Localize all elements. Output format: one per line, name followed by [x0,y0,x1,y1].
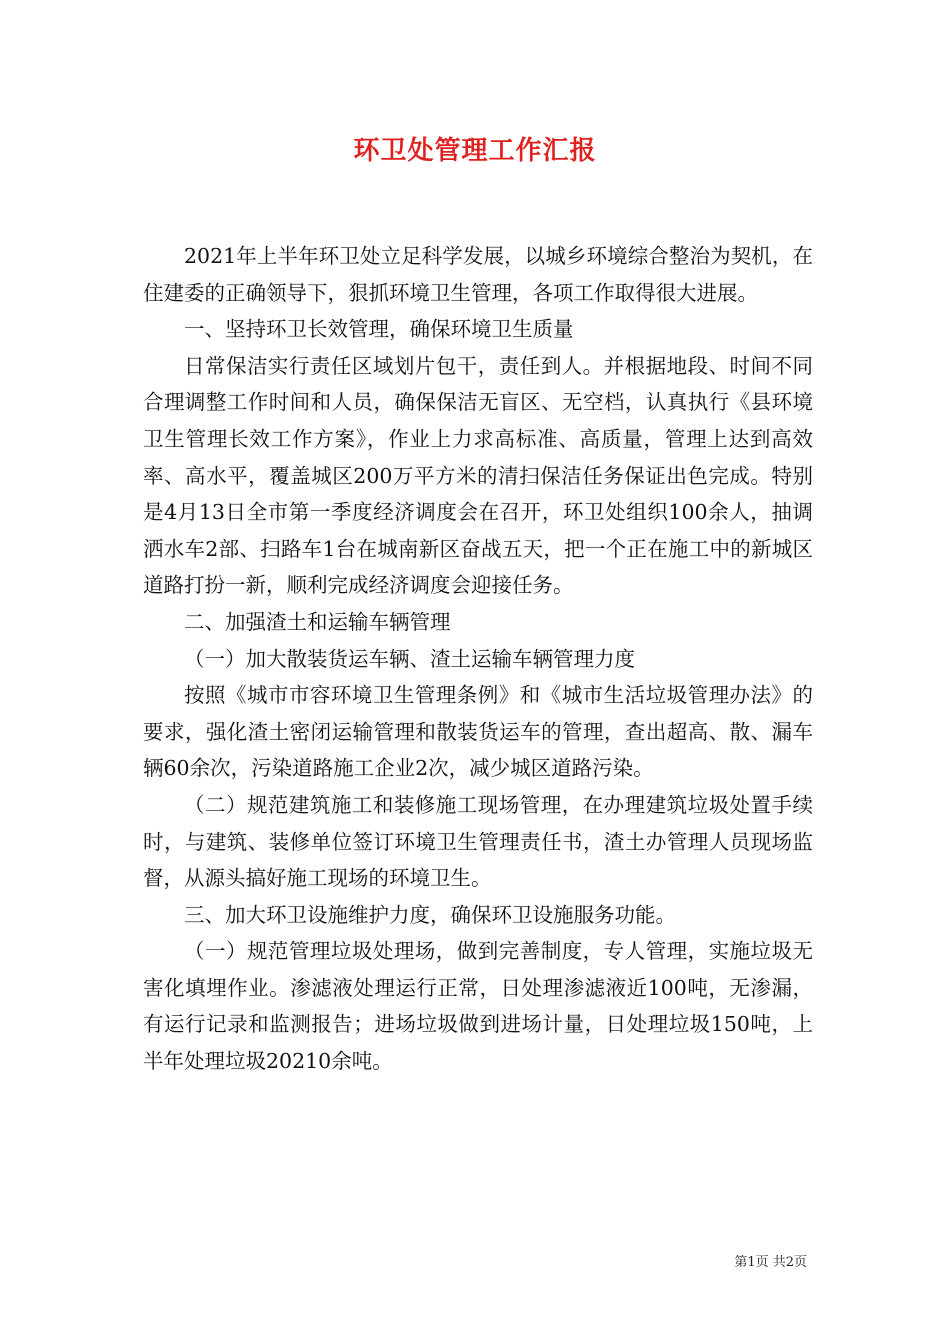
section-heading-2: 二、加强渣土和运输车辆管理 [184,609,451,634]
section-heading-3: 三、加大环卫设施维护力度，确保环卫设施服务功能。 [184,902,676,927]
paragraph-cleaning: 日常保洁实行责任区域划片包干，责任到人。并根据地段、时间不同合理调整工作时间和人员，确保保洁无盲区、无空档，认真执行《县环境卫生管理长效工作方案》，作业上力求高标准、高质量，管理上达到高效率、高水平，覆盖城区200万平方米的清扫保洁任务保证出色完成。特别是4月13日全市第一季度经济调度会在召开，环卫处组织100余人，抽调洒水车2部、扫路车1台在城南新区奋战五天，把一个正在施工中的新城区道路打扮一新，顺利完成经济调度会迎接任务。 [143,353,813,598]
paragraph-intro: 2021年上半年环卫处立足科学发展，以城乡环境综合整治为契机，在住建委的正确领导下，狠抓环境卫生管理，各项工作取得很大进展。 [143,244,813,305]
document-body [143,238,813,1080]
paragraph-landfill: （一）规范管理垃圾处理场，做到完善制度，专人管理，实施垃圾无害化填埋作业。渗滤液处理运行正常，日处理渗滤液近100吨，无渗漏，有运行记录和监测报告；进场垃圾做到进场计量，日处理垃圾150吨，上半年处理垃圾20210余吨。 [143,939,813,1074]
paragraph-construction: （二）规范建筑施工和装修施工现场管理，在办理建筑垃圾处置手续时，与建筑、装修单位签订环境卫生管理责任书，渣土办管理人员现场监督，从源头搞好施工现场的环境卫生。 [143,792,813,891]
subsection-heading-2-1: （一）加大散装货运车辆、渣土运输车辆管理力度 [184,646,635,671]
section-heading-1: 一、坚持环卫长效管理，确保环境卫生质量 [184,317,574,342]
page-number: 第1页 共2页 [734,1255,807,1270]
document-title: 环卫处管理工作汇报 [353,136,597,166]
paragraph-transport: 按照《城市市容环境卫生管理条例》和《城市生活垃圾管理办法》的要求，强化渣土密闭运输管理和散装货运车的管理，查出超高、散、漏车辆60余次，污染道路施工企业2次，减少城区道路污染。 [143,683,813,781]
